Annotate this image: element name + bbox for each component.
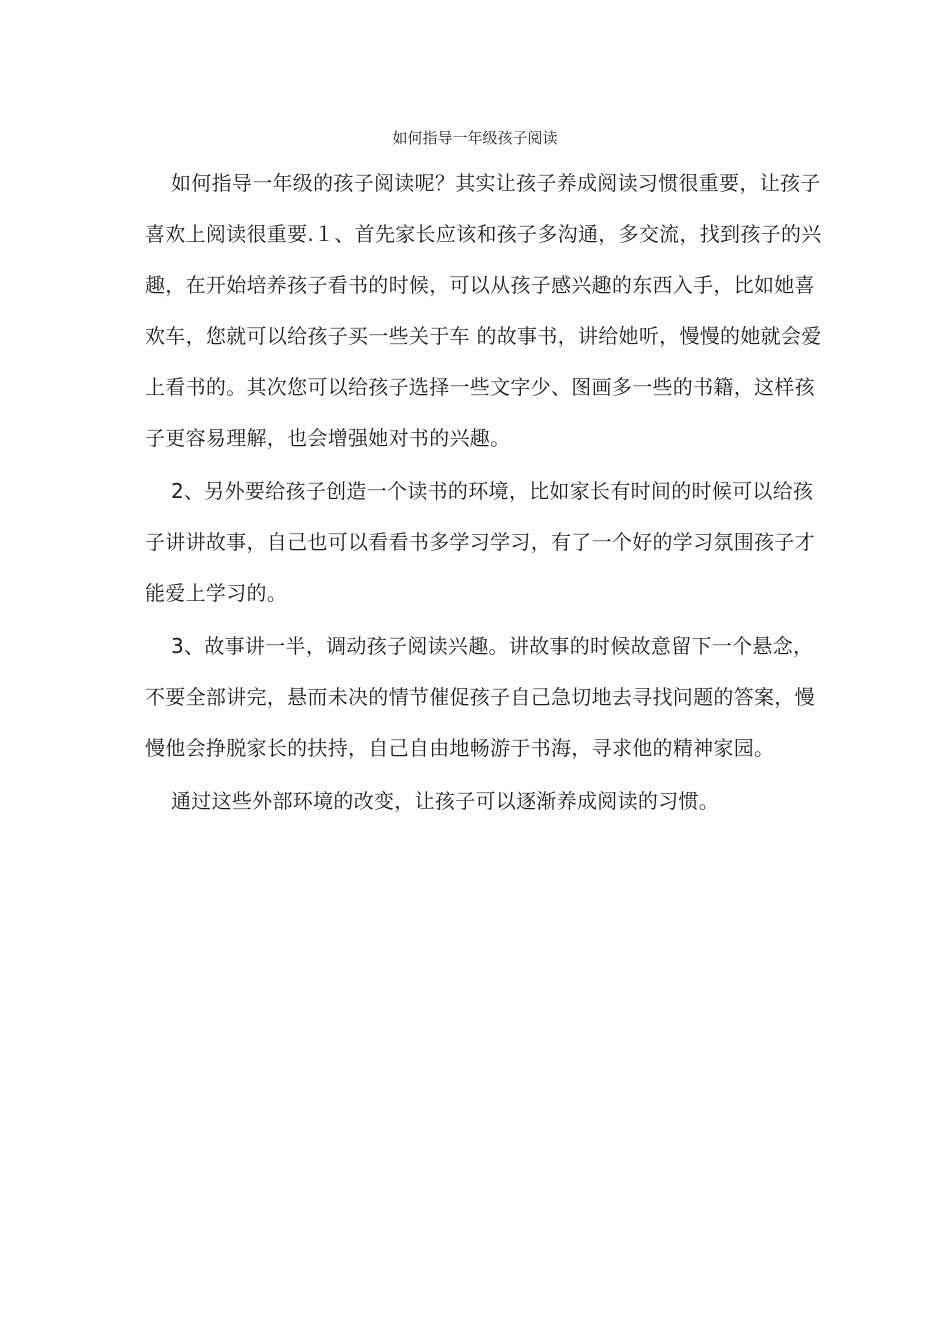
document-body [145,158,825,829]
paragraph-3: 3、故事讲一半，调动孩子阅读兴趣。讲故事的时候故意留下一个悬念，不要全部讲完，悬而未决的情节催促孩子自己急切地去寻找问题的答案，慢慢他会挣脱家长的扶持，自己自由地畅游于书海，寻求他的精神家园。 [145,634,815,760]
document-title: 如何指导一年级孩子阅读 [392,129,558,147]
paragraph-intro: 如何指导一年级的孩子阅读呢？其实让孩子养成阅读习惯很重要，让孩子喜欢上阅读很重要.１、首先家长应该和孩子多沟通，多交流，找到孩子的兴趣，在开始培养孩子看书的时候，可以从孩子感兴趣的东西入手，比如她喜欢车，您就可以给孩子买一些关于车 的故事书，讲给她听，慢慢的她就会爱上看书的。其次您可以给孩子选择一些文字少、图画多一些的书籍，这样孩子更容易理解，也会增强她对书的兴趣。 [145,171,822,450]
paragraph-conclusion: 通过这些外部环境的改变，让孩子可以逐渐养成阅读的习惯。 [171,789,720,813]
paragraph-2: 2、另外要给孩子创造一个读书的环境，比如家长有时间的时候可以给孩子讲讲故事，自己也可以看看书多学习学习，有了一个好的学习氛围孩子才能爱上学习的。 [145,479,815,605]
